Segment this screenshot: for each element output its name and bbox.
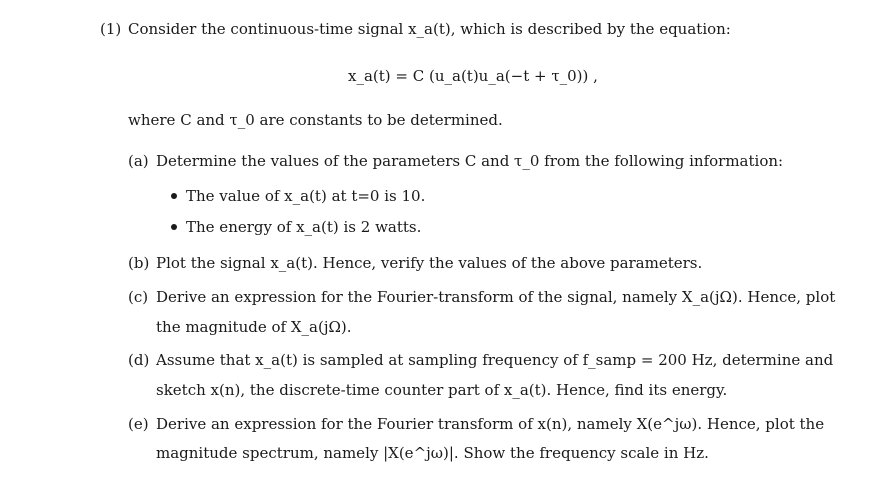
constants-note: where C and τ_0 are constants to be determined. [128,111,503,129]
part-e-text-line2: magnitude spectrum, namely |X(e^jω)|. Show the frequency scale in Hz. [156,444,709,462]
part-b-label: (b) [128,254,150,272]
part-e-label: (e) [128,415,149,433]
bullet-dot [171,224,177,230]
part-a-label: (a) [128,152,149,170]
bullet-value-at-zero: The value of x_a(t) at t=0 is 10. [186,187,426,205]
part-e-text-line1: Derive an expression for the Fourier transform of x(n), namely X(e^jω). Hence, plot the [156,415,825,433]
part-d-label: (d) [128,351,150,369]
problem-number: (1) [100,20,122,38]
part-d-text-line1: Assume that x_a(t) is sampled at sampling frequency of f_samp = 200 Hz, determine and [156,351,834,369]
bullet-energy: The energy of x_a(t) is 2 watts. [186,218,422,236]
part-c-text-line2: the magnitude of X_a(jΩ). [156,318,352,336]
part-b-text: Plot the signal x_a(t). Hence, verify the values of the above parameters. [156,254,703,272]
bullet-dot [171,193,177,199]
part-c-label: (c) [128,288,149,306]
part-d-text-line2: sketch x(n), the discrete-time counter part of x_a(t). Hence, find its energy. [156,381,728,399]
part-a-text: Determine the values of the parameters C and τ_0 from the following information: [156,152,784,170]
problem-intro: Consider the continuous-time signal x_a(t), which is described by the equation: [128,20,731,38]
part-c-text-line1: Derive an expression for the Fourier-transform of the signal, namely X_a(jΩ). Hence, plot [156,288,836,306]
signal-equation: x_a(t) = C (u_a(t)u_a(−t + τ_0)) , [348,67,598,85]
